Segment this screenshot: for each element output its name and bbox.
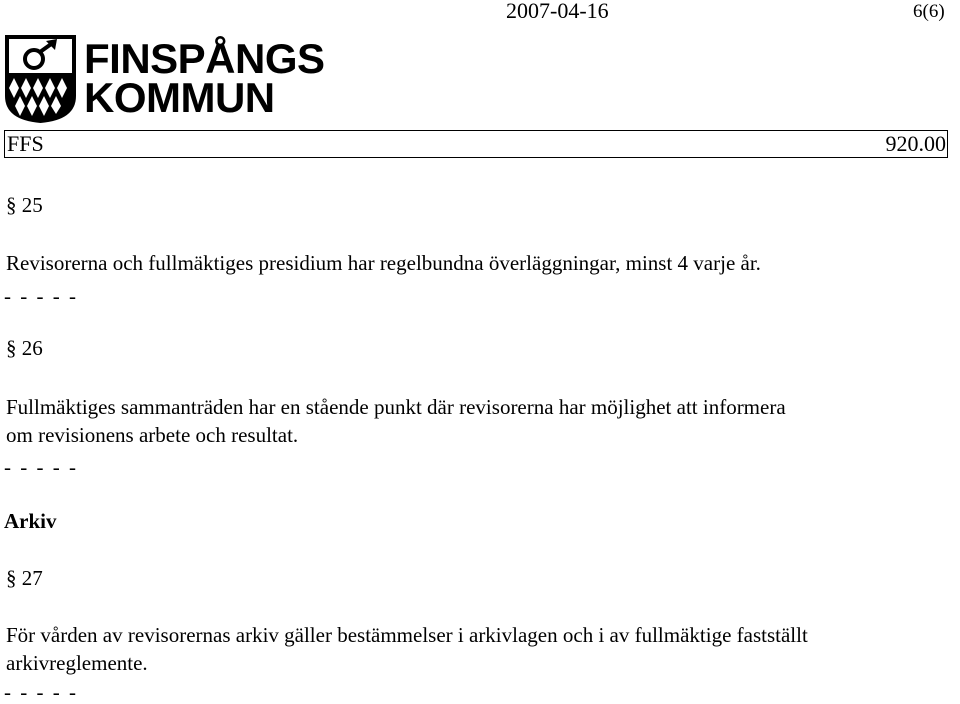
finspang-coat-of-arms-icon [4, 34, 77, 124]
section-text: För vården av revisorernas arkiv gäller bestämmelser i arkivlagen och i av fullmäktige fastställt [6, 623, 808, 647]
document-code: 920.00 [885, 131, 946, 156]
section-text: Fullmäktiges sammanträden har en stående punkt där revisorerna har möjlighet att informera [6, 395, 786, 419]
section-number: § 26 [6, 336, 43, 360]
logo-text-kommun: KOMMUN [84, 74, 275, 121]
municipality-logo [4, 22, 364, 124]
section-number: § 27 [6, 566, 43, 590]
page-number: 6(6) [913, 1, 945, 22]
section-separator: - - - - - [4, 680, 78, 704]
document-series: FFS [7, 131, 44, 156]
section-heading: Arkiv [4, 509, 57, 533]
section-text: arkivreglemente. [6, 651, 148, 675]
logo-text-finspangs: FINSPÅNGS [84, 35, 325, 82]
document-date: 2007-04-16 [506, 0, 609, 23]
document-code-bar [4, 130, 948, 158]
section-text: om revisionens arbete och resultat. [6, 423, 299, 447]
section-separator: - - - - - [4, 284, 78, 308]
section-separator: - - - - - [4, 455, 78, 479]
section-text: Revisorerna och fullmäktiges presidium har regelbundna överläggningar, minst 4 varje år. [6, 251, 761, 275]
section-number: § 25 [6, 193, 43, 217]
